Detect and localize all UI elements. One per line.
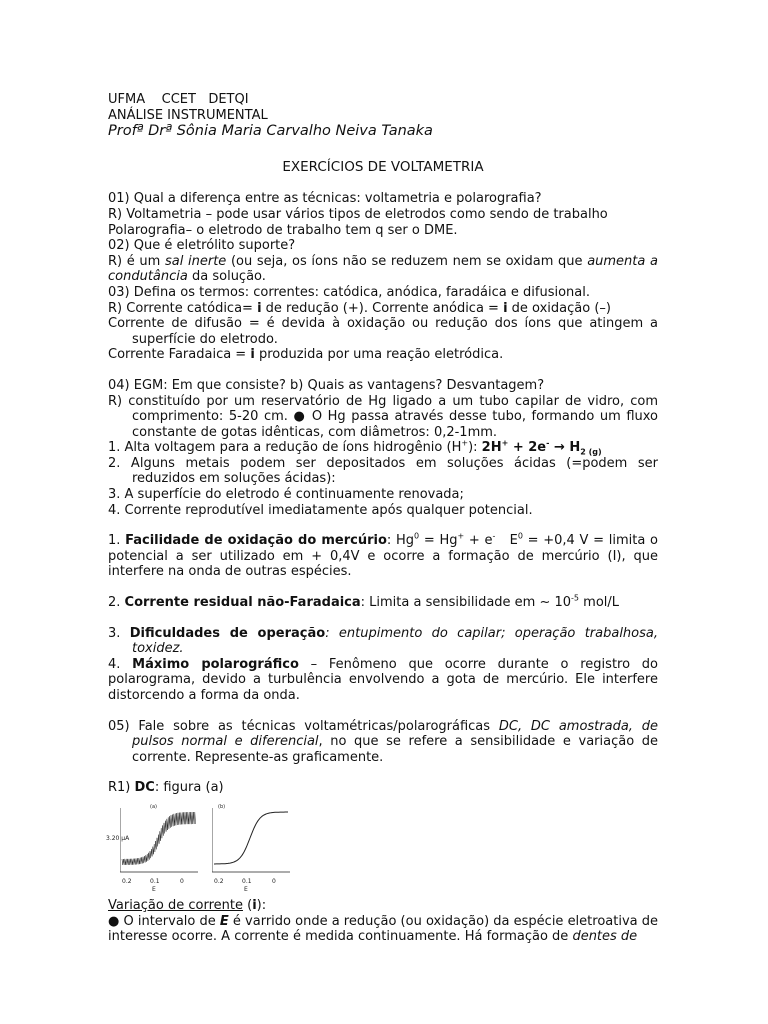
tick-label-a2: 0 [180, 877, 184, 885]
answer-04-item1: 1. Alta voltagem para a redução de íons hidrogênio (H+): $2H^+ + 2e^- \to H_{2 (g)}$ [108, 438, 602, 457]
question-04: 04) EGM: Em que consiste? b) Quais as vantagens? Desvantagem? [108, 377, 545, 393]
final-paragraph: ● O intervalo de E é varrido onde a redução (ou oxidação) da espécie eletroativa de interesse ocorre. A corrente é medida continuamente. Há formação de dentes de [108, 913, 658, 945]
tick-label-b2: 0 [272, 877, 276, 885]
disadvantage-3: 3. Dificuldades de operação: entupimento do capilar; operação trabalhosa, toxidez. [108, 625, 658, 657]
x-axis-label-b: E [244, 885, 248, 893]
answer-r1: R1) DC: figura (a) [108, 780, 224, 796]
question-01: 01) Qual a diferença entre as técnicas: voltametria e polarografia? [108, 191, 542, 207]
answer-03-line1: R) Corrente catódica= i de redução (+). Corrente anódica = i de oxidação (–) [108, 300, 611, 316]
tick-label-b1: 0.1 [242, 877, 252, 885]
figure-tag-a: (a) [150, 803, 157, 810]
answer-04-item2: 2. Alguns metais podem ser depositados em soluções ácidas (=podem ser reduzidos em soluções ácidas): [108, 455, 658, 487]
tick-label-a1: 0.1 [150, 877, 160, 885]
question-03: 03) Defina os termos: correntes: catódica, anódica, faradáica e difusional. [108, 284, 590, 300]
answer-04: R) constituído por um reservatório de Hg ligado a um tubo capilar de vidro, com comprimento: 5-20 cm. ● O Hg passa através desse tubo, formando um fluxo constante de gotas idênticas, com diâmetros: 0,2-1mm. [108, 393, 658, 440]
polarogram-b-plot [212, 800, 292, 896]
disadvantage-1: 1. Facilidade de oxidação do mercúrio: $Hg^0 = Hg^+ + e^-$ $E^0 = +0,4$ V = limita o potencial a ser utilizado em + 0,4V e ocorre a formação de mercúrio (I), que interfere na onda de outras espécies. [108, 531, 658, 580]
question-05: 05) Fale sobre as técnicas voltamétricas/polarográficas DC, DC amostrada, de pulsos normal e diferencial, no que se refere a sensibilidade e variação de corrente. Represente-as graficamente. [108, 718, 658, 765]
current-variation-heading: Variação de corrente (i): [108, 897, 267, 913]
disadvantage-4: 4. Máximo polarográfico – Fenômeno que ocorre durante o registro do polarograma, devido a turbulência envolvendo a gota de mercúrio. Ele interfere distorcendo a forma da onda. [108, 656, 659, 703]
polarogram-b [212, 800, 292, 896]
polarogram-a-plot [120, 800, 200, 896]
tick-label-b0: 0.2 [214, 877, 224, 885]
institution-line: UFMA CCET DETQI [108, 92, 249, 107]
answer-01-line2: Polarografia– o eletrodo de trabalho tem q ser o DME. [108, 222, 458, 238]
polarogram-figures [106, 800, 658, 896]
tick-label-a0: 0.2 [122, 877, 132, 885]
answer-02: R) é um sal inerte (ou seja, os íons não se reduzem nem se oxidam que aumenta a condutância da solução. [108, 253, 658, 285]
x-axis-label-a: E [152, 885, 156, 893]
question-02: 02) Que é eletrólito suporte? [108, 238, 296, 254]
answer-03-line2: Corrente de difusão = é devida à oxidação ou redução dos íons que atingem a superfície do eletrodo. [108, 316, 658, 347]
course-line: ANÁLISE INSTRUMENTAL [108, 107, 268, 123]
answer-01-line1: R) Voltametria – pode usar vários tipos de eletrodos como sendo de trabalho [108, 206, 608, 222]
answer-04-item4: 4. Corrente reprodutível imediatamente após qualquer potencial. [108, 502, 533, 518]
answer-03-line3: Corrente Faradaica = i produzida por uma reação eletródica. [108, 347, 504, 363]
page-title: EXERCÍCIOS DE VOLTAMETRIA [282, 158, 484, 175]
polarogram-a [106, 800, 200, 896]
figure-tag-b: (b) [218, 803, 226, 810]
document-page [108, 92, 658, 945]
y-axis-label: 3.20 μA [106, 834, 130, 842]
professor-line: Profª Drª Sônia Maria Carvalho Neiva Tanaka [108, 123, 433, 140]
disadvantage-2: 2. Corrente residual não-Faradaica: Limita a sensibilidade em ~ $10^{-5}$ mol/L [108, 593, 620, 611]
answer-04-item3: 3. A superfície do eletrodo é continuamente renovada; [108, 487, 464, 503]
